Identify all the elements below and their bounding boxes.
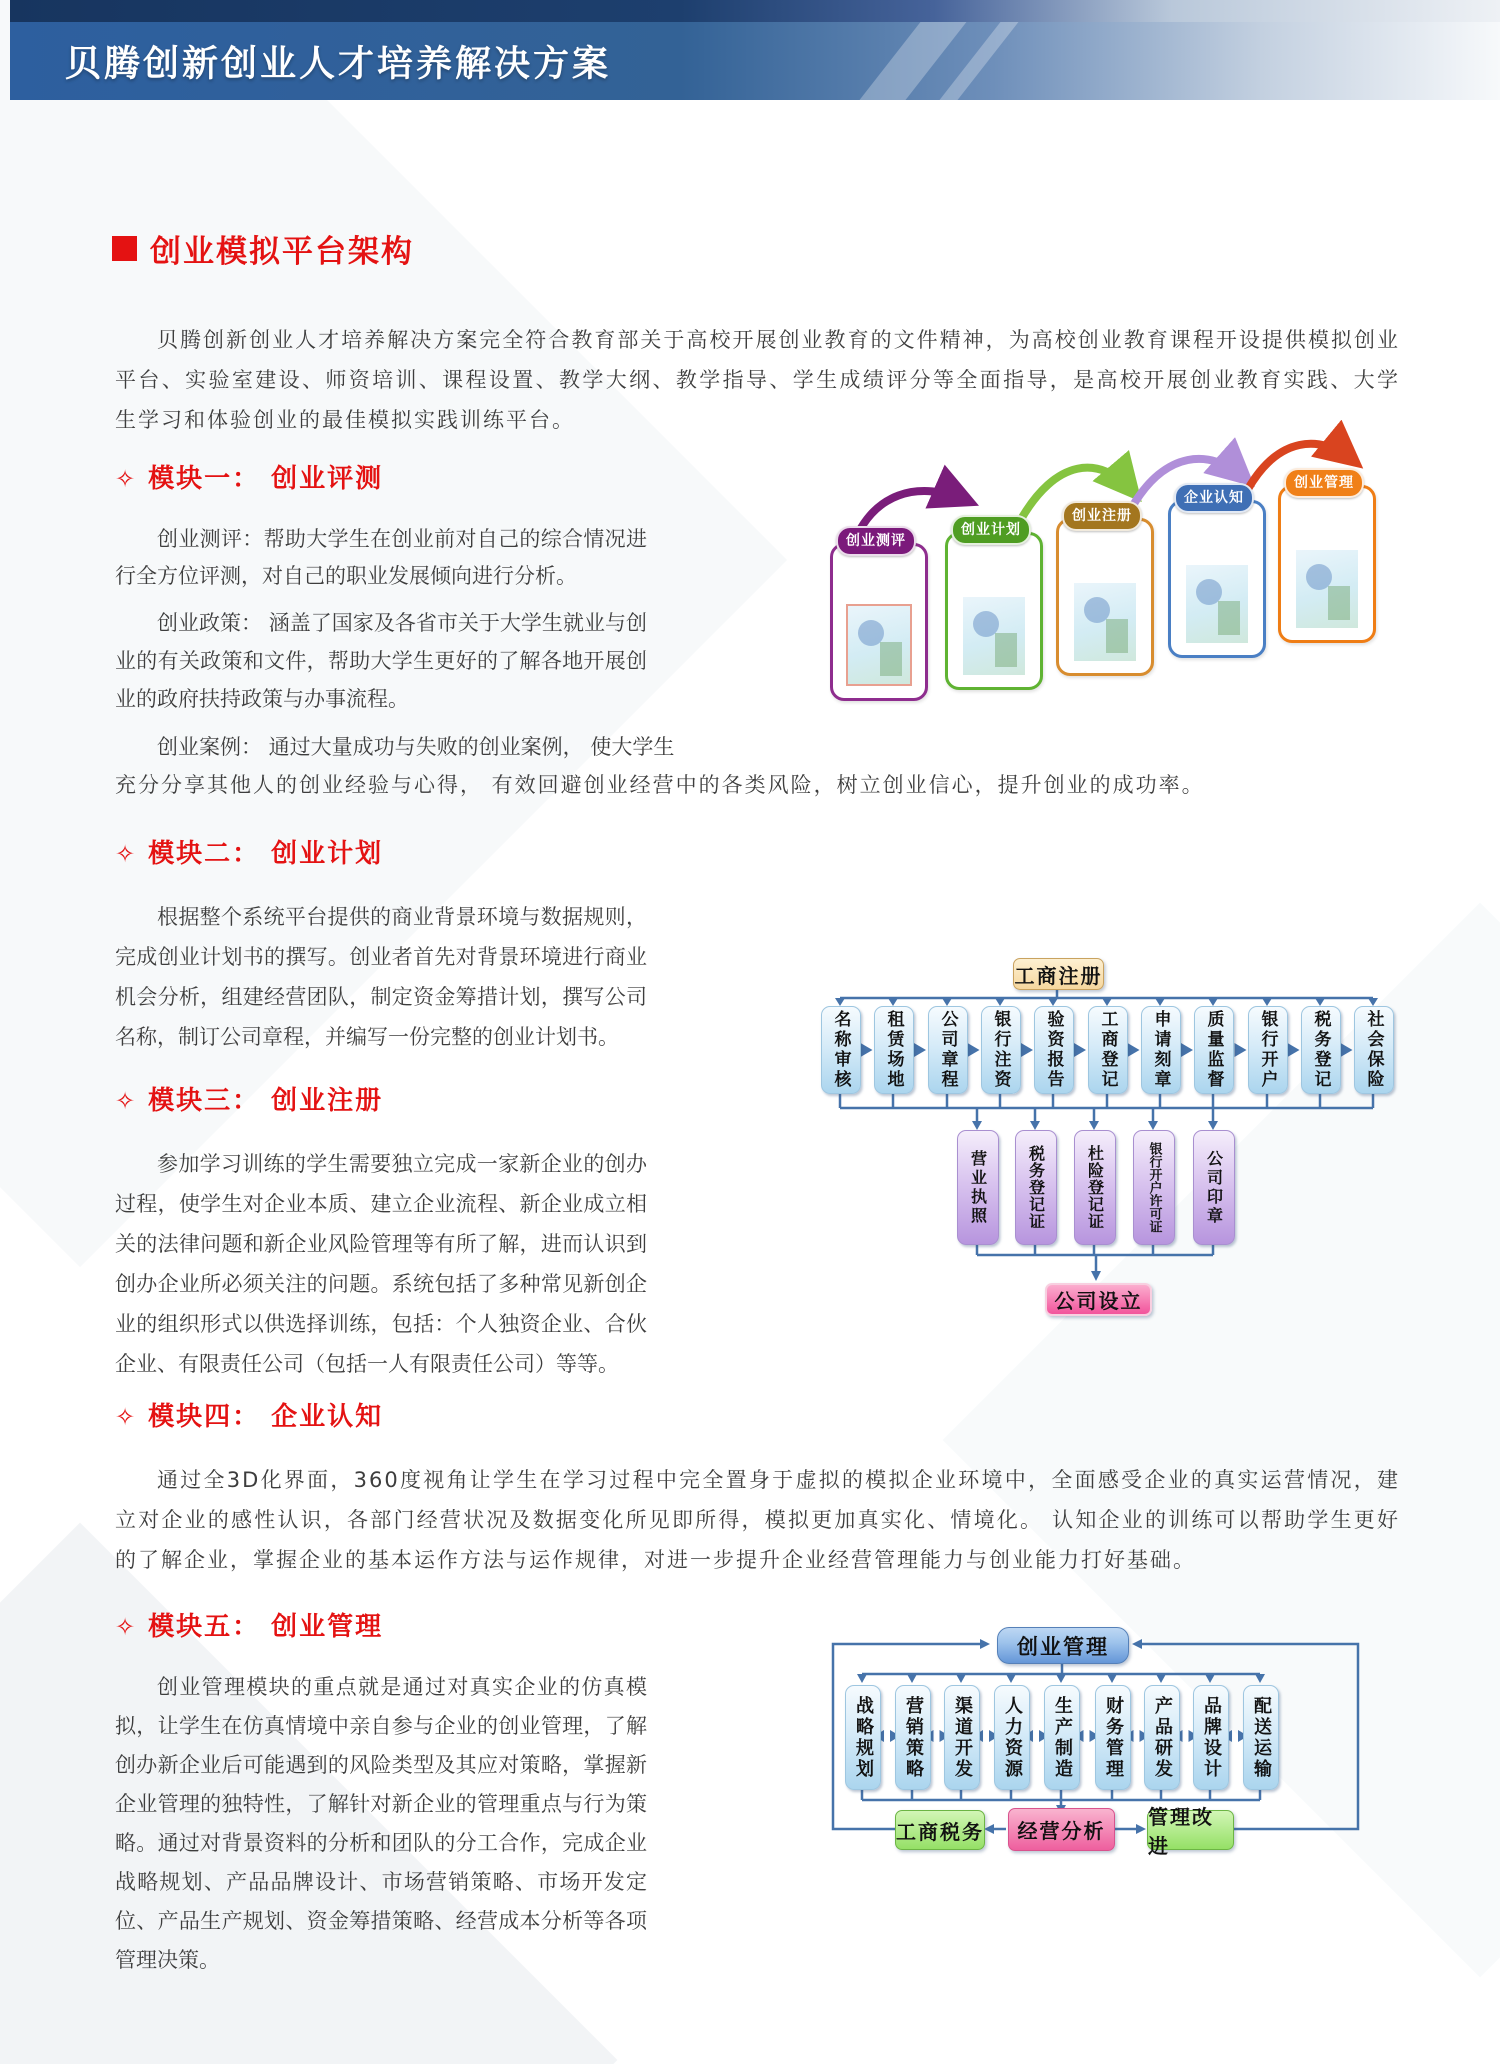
card-illustration [963, 597, 1025, 675]
module1-para3-line2: 充分分享其他人的创业经验与心得， 有效回避创业经营中的各类风险，树立创业信心，提升创业的成功率。 [115, 773, 1205, 797]
flow-step: 申请刻章 [1141, 1006, 1181, 1094]
flow-step: 银行开户 [1248, 1006, 1288, 1094]
flow-step: 财务管理 [1095, 1685, 1131, 1790]
flow-cert: 公司印章 [1193, 1130, 1235, 1245]
card-label: 企业认知 [1174, 483, 1254, 513]
flow-step: 社会保险 [1354, 1006, 1394, 1094]
star-icon: ✧ [115, 1403, 138, 1431]
flow-step: 名称审核 [821, 1006, 861, 1094]
module4-heading [115, 1396, 383, 1433]
flow-step: 质量监督 [1194, 1006, 1234, 1094]
flow-cert: 银行开户许可证 [1133, 1130, 1175, 1245]
card-chuangye-jihua [945, 532, 1043, 690]
flow-top-box: 创业管理 [997, 1627, 1129, 1664]
module5-title: 模块五： 创业管理 [148, 1612, 384, 1642]
module3-body: 参加学习训练的学生需要独立完成一家新企业的创办过程，使学生对企业本质、建立企业流程、新企业成立相关的法律问题和新企业风险管理等有所了解，进而认识到创办企业所必须关注的问题。系统包括了多种常见新创企业的组织形式以供选择训练，包括：个人独资企业、合伙企业、有限责任公司（包括一人有限责任公司）等等。 [115, 1152, 647, 1376]
card-chuangye-zhuce [1056, 518, 1154, 676]
card-label: 创业计划 [951, 515, 1031, 545]
module1-title: 模块一： 创业评测 [148, 464, 384, 494]
card-illustration [1074, 583, 1136, 661]
star-icon: ✧ [115, 1613, 138, 1641]
flow-step: 战略规划 [845, 1685, 881, 1790]
card-label: 创业管理 [1284, 468, 1364, 498]
header-band [10, 22, 1500, 100]
flow-bottom-box: 公司设立 [1045, 1283, 1152, 1316]
flow-step: 验资报告 [1034, 1006, 1074, 1094]
module5-heading [115, 1606, 383, 1643]
registration-flow-diagram [820, 950, 1400, 1315]
card-qiye-renzhi [1168, 500, 1266, 658]
card-chuangye-guanli [1278, 485, 1376, 643]
flow-cert: 杜险登记证 [1074, 1130, 1116, 1245]
flow-bottom-left-box: 工商税务 [895, 1810, 985, 1850]
flow-step: 营销策略 [895, 1685, 931, 1790]
flow-step: 生产制造 [1044, 1685, 1080, 1790]
intro-paragraph: 贝腾创新创业人才培养解决方案完全符合教育部关于高校开展创业教育的文件精神，为高校创业教育课程开设提供模拟创业平台、实验室建设、师资培训、课程设置、教学大纲、教学指导、学生成绩评分等全面指导，是高校开展创业教育实践、大学生学习和体验创业的最佳模拟实践训练平台。 [115, 328, 1400, 432]
flow-step: 配送运输 [1243, 1685, 1279, 1790]
flow-bottom-right-box: 管理改进 [1147, 1810, 1234, 1850]
flow-step: 公司章程 [928, 1006, 968, 1094]
flow-step: 渠道开发 [944, 1685, 980, 1790]
card-label: 创业注册 [1062, 501, 1142, 531]
card-illustration [1186, 565, 1248, 643]
star-icon: ✧ [115, 840, 138, 868]
section-heading [112, 226, 414, 271]
flow-step: 人力资源 [994, 1685, 1030, 1790]
card-chuangye-ceping [830, 543, 928, 701]
flow-step: 产品研发 [1144, 1685, 1180, 1790]
flow-bottom-center-box: 经营分析 [1008, 1808, 1115, 1851]
flow-step: 工商登记 [1088, 1006, 1128, 1094]
card-illustration [846, 604, 912, 686]
flow-step: 银行注资 [981, 1006, 1021, 1094]
card-label: 创业测评 [836, 526, 916, 556]
module1-heading [115, 458, 383, 495]
star-icon: ✧ [115, 465, 138, 493]
module3-heading [115, 1080, 383, 1117]
flow-top-box: 工商注册 [1013, 958, 1104, 990]
module2-heading [115, 833, 383, 870]
module2-title: 模块二： 创业计划 [148, 839, 384, 869]
module1-para3-line1: 创业案例： 通过大量成功与失败的创业案例， 使大学生 [157, 735, 675, 759]
top-strip [10, 0, 1500, 22]
module4-body: 通过全3D化界面，360度视角让学生在学习过程中完全置身于虚拟的模拟企业环境中，全面感受企业的真实运营情况，建立对企业的感性认识，各部门经营状况及数据变化所见即所得，模拟更加真实化、情境化。 认知企业的训练可以帮助学生更好的了解企业，掌握企业的基本运作方法与运作规律，对进一步提升企业经营管理能力与创业能力打好基础。 [115, 1468, 1400, 1572]
page-title: 贝腾创新创业人才培养解决方案 [65, 43, 612, 85]
module5-body: 创业管理模块的重点就是通过对真实企业的仿真模拟，让学生在仿真情境中亲自参与企业的创业管理，了解创办新企业后可能遇到的风险类型及其应对策略，掌握新企业管理的独特性，了解针对新企业的管理重点与行为策略。通过对背景资料的分析和团队的分工合作，完成企业战略规划、产品品牌设计、市场营销策略、市场开发定位、产品生产规划、资金筹措策略、经营成本分析等各项管理决策。 [115, 1675, 647, 1972]
flow-step: 租赁场地 [874, 1006, 914, 1094]
section-title: 创业模拟平台架构 [150, 234, 414, 270]
flow-cert: 税务登记证 [1015, 1130, 1057, 1245]
card-illustration [1296, 550, 1358, 628]
module1-para2: 创业政策： 涵盖了国家及各省市关于大学生就业与创业的有关政策和文件，帮助大学生更好的了解各地开展创业的政府扶持政策与办事流程。 [115, 611, 647, 711]
module1-diagram [820, 445, 1390, 710]
management-flow-diagram [820, 1618, 1405, 1868]
flow-cert: 营业执照 [957, 1130, 999, 1245]
module1-para1: 创业测评：帮助大学生在创业前对自己的综合情况进行全方位评测，对自己的职业发展倾向进行分析。 [115, 527, 647, 588]
flow-step: 税务登记 [1301, 1006, 1341, 1094]
flow-step: 品牌设计 [1193, 1685, 1229, 1790]
module4-title: 模块四： 企业认知 [148, 1402, 384, 1432]
module2-body: 根据整个系统平台提供的商业背景环境与数据规则，完成创业计划书的撰写。创业者首先对背景环境进行商业机会分析，组建经营团队，制定资金筹措计划，撰写公司名称，制订公司章程，并编写一份完整的创业计划书。 [115, 905, 647, 1049]
star-icon: ✧ [115, 1087, 138, 1115]
section-bullet-icon [112, 236, 137, 261]
module3-title: 模块三： 创业注册 [148, 1086, 384, 1116]
